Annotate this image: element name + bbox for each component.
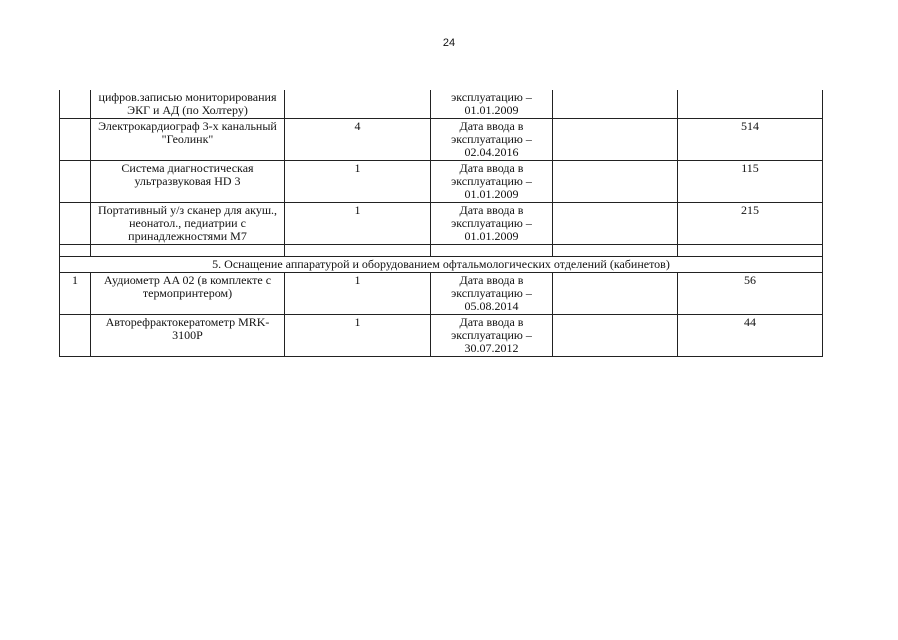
row-number <box>60 90 91 119</box>
equipment-name: Аудиометр AA 02 (в комплекте с термопринтером) <box>91 273 285 315</box>
table-row <box>60 203 823 245</box>
equipment-name: Электрокардиограф 3-х канальный "Геолинк" <box>91 119 285 161</box>
price: 215 <box>678 203 823 245</box>
commission-date: Дата ввода в эксплуатацию – 01.01.2009 <box>431 203 553 245</box>
note <box>553 315 678 357</box>
empty-cell <box>431 245 553 257</box>
note <box>553 161 678 203</box>
equipment-name: Портативный у/з сканер для акуш., неонатол., педиатрии с принадлежностями M7 <box>91 203 285 245</box>
equipment-name: цифров.записью мониторирования ЭКГ и АД (по Холтеру) <box>91 90 285 119</box>
row-number <box>60 315 91 357</box>
row-number <box>60 119 91 161</box>
table-row <box>60 315 823 357</box>
quantity: 1 <box>285 273 431 315</box>
empty-cell <box>285 245 431 257</box>
equipment-name: Авторефрактокератометр MRK-3100P <box>91 315 285 357</box>
commission-date: Дата ввода в эксплуатацию – 30.07.2012 <box>431 315 553 357</box>
row-number <box>60 161 91 203</box>
commission-date: Дата ввода в эксплуатацию – 05.08.2014 <box>431 273 553 315</box>
quantity <box>285 90 431 119</box>
note <box>553 90 678 119</box>
empty-cell <box>91 245 285 257</box>
equipment-name: Система диагностическая ультразвуковая HD 3 <box>91 161 285 203</box>
price <box>678 90 823 119</box>
row-number: 1 <box>60 273 91 315</box>
section-header-row <box>60 257 823 273</box>
table-row <box>60 273 823 315</box>
price: 44 <box>678 315 823 357</box>
price: 514 <box>678 119 823 161</box>
quantity: 1 <box>285 203 431 245</box>
empty-cell <box>553 245 678 257</box>
commission-date: эксплуатацию – 01.01.2009 <box>431 90 553 119</box>
note <box>553 119 678 161</box>
row-number <box>60 203 91 245</box>
empty-cell <box>678 245 823 257</box>
price: 115 <box>678 161 823 203</box>
price: 56 <box>678 273 823 315</box>
page-number: 24 <box>442 37 456 49</box>
section-title: 5. Оснащение аппаратурой и оборудованием офтальмологических отделений (кабинетов) <box>60 257 823 273</box>
empty-cell <box>60 245 91 257</box>
commission-date: Дата ввода в эксплуатацию – 02.04.2016 <box>431 119 553 161</box>
table-row <box>60 161 823 203</box>
note <box>553 273 678 315</box>
note <box>553 203 678 245</box>
equipment-table <box>59 90 823 357</box>
table-row <box>60 119 823 161</box>
table-row <box>60 90 823 119</box>
quantity: 1 <box>285 315 431 357</box>
commission-date: Дата ввода в эксплуатацию – 01.01.2009 <box>431 161 553 203</box>
empty-row <box>60 245 823 257</box>
quantity: 4 <box>285 119 431 161</box>
quantity: 1 <box>285 161 431 203</box>
